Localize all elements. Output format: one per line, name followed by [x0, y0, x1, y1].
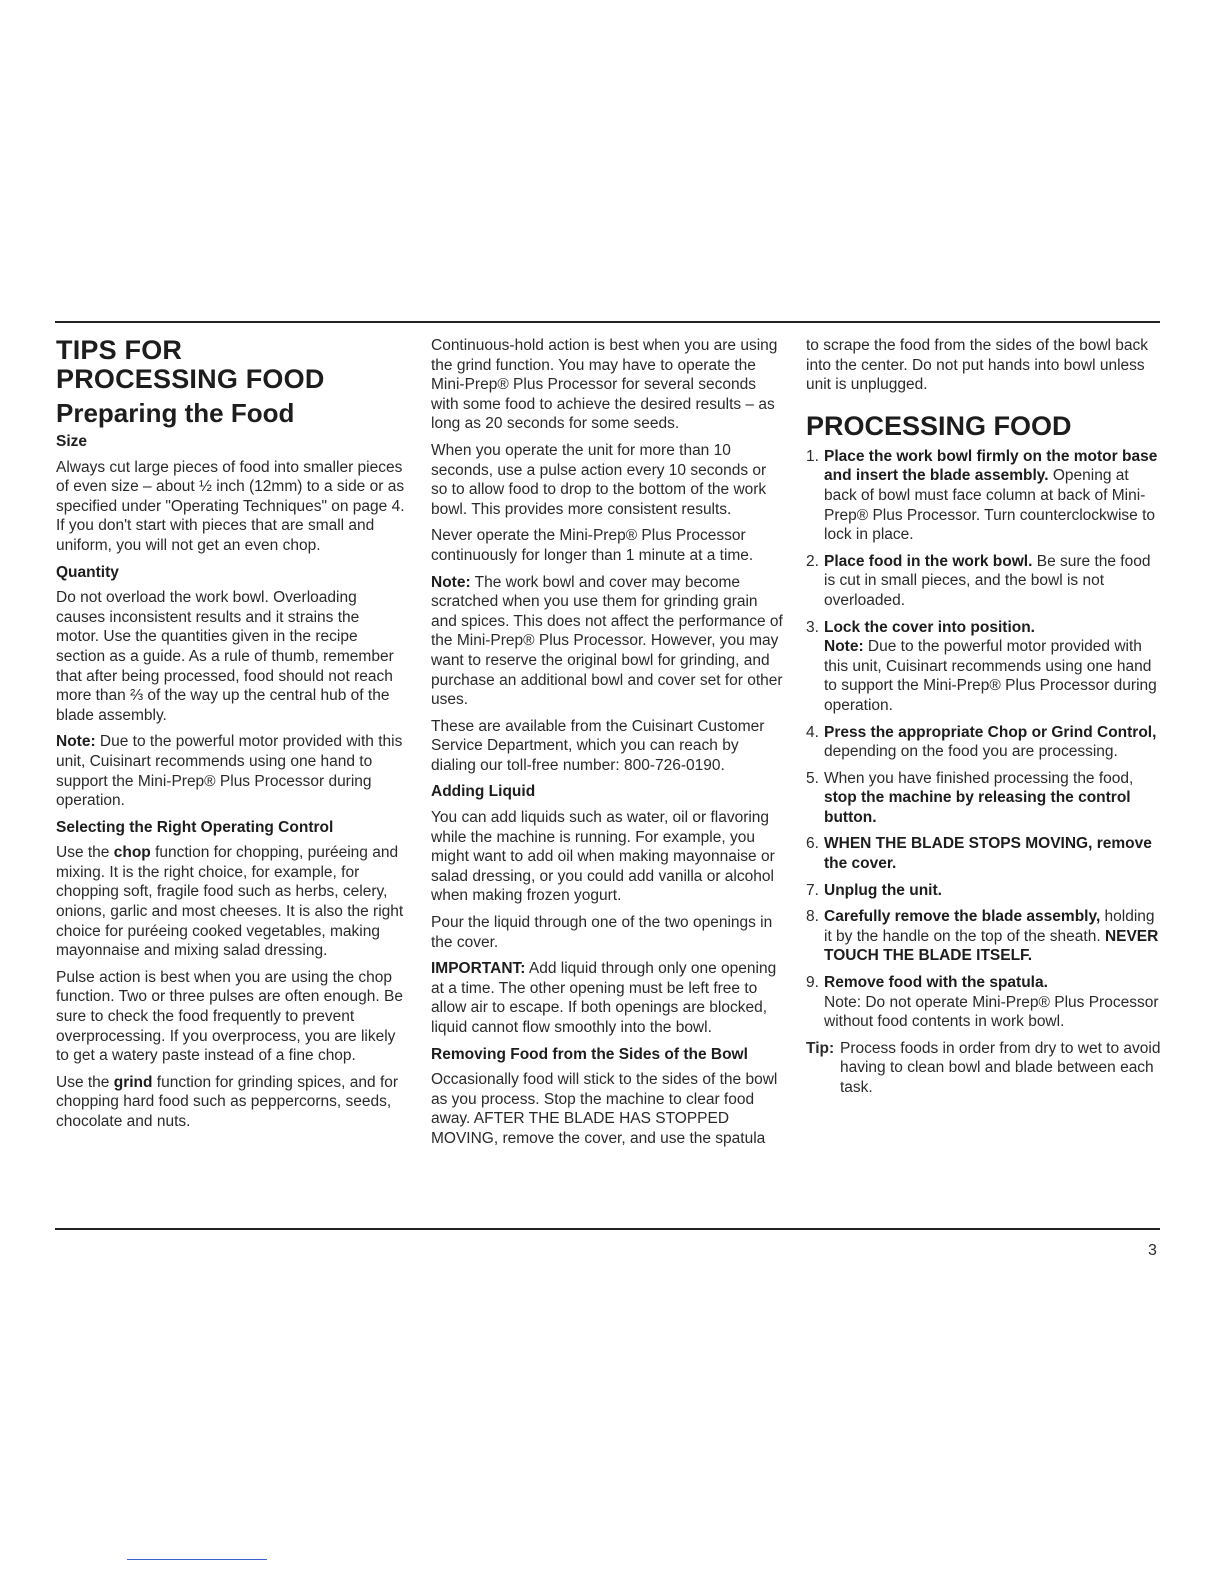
tip-paragraph	[806, 1039, 1161, 1098]
control-heading: Selecting the Right Operating Control	[56, 818, 334, 836]
note-label: Note:	[824, 638, 864, 656]
quantity-text: Do not overload the work bowl. Overloading causes inconsistent results and it strains the motor. Use the quantities given in the recipe section as a guide. As a rule of thumb, remember that after being processed, food should not reach more than ⅔ of the way up the central hub of the blade assembly.	[56, 589, 394, 724]
note-text: Due to the powerful motor provided with this unit, Cuisinart recommends using one hand to support the Mini-Prep® Plus Processor during operation.	[56, 733, 403, 810]
step-2	[806, 552, 1161, 611]
step-number: 9.	[806, 974, 819, 992]
step-1	[806, 447, 1161, 545]
step-instruction: Press the appropriate Chop or Grind Control,	[824, 723, 1157, 741]
pulse-paragraph: Pulse action is best when you are using the chop function. Two or three pulses are often enough. Be sure to check the food frequently to prevent overprocessing. If you overprocess, you are likely to get a watery paste instead of a fine chop.	[56, 968, 403, 1065]
chop-post: function for chopping, puréeing and mixing. It is the right choice, for example, for chopping soft, fragile food such as herbs, celery, onions, garlic and most cheeses. It is also the right choice for puréeing cooked vegetables, making mayonnaise and mixing salad dressing.	[56, 844, 404, 960]
grind-word: grind	[113, 1073, 153, 1091]
note-label: Note:	[431, 573, 471, 591]
step-instruction: WHEN THE BLADE STOPS MOVING, remove the cover.	[824, 835, 1152, 873]
removing-paragraph: Occasionally food will stick to the sides of the bowl as you process. Stop the machine to clear food away. AFTER THE BLADE HAS STOPPED MOVING, remove the cover, and use the spatula	[431, 1071, 778, 1147]
column-3	[806, 336, 1161, 1105]
page-number: 3	[1148, 1242, 1157, 1259]
title-line-1: TIPS FOR	[56, 335, 183, 365]
processing-heading: PROCESSING FOOD	[806, 410, 1072, 441]
quantity-note	[56, 732, 406, 810]
footer-link-underline	[127, 1559, 267, 1560]
step-instruction: Carefully remove the blade assembly,	[824, 908, 1101, 926]
pour-paragraph: Pour the liquid through one of the two openings in the cover.	[431, 914, 773, 951]
step-instruction: Remove food with the spatula.	[824, 974, 1048, 992]
important-label: IMPORTANT:	[431, 960, 526, 978]
important-text: Add liquid through only one opening at a time. The other opening must be left free to allow air to escape. If both openings are blocked, liquid cannot flow smoothly into the bowl.	[431, 960, 777, 1036]
preparing-heading: Preparing the Food	[56, 398, 295, 428]
continued-paragraph: to scrape the food from the sides of the bowl back into the center. Do not put hands into bowl unless unit is unplugged.	[806, 337, 1149, 394]
step-5	[806, 769, 1161, 828]
step-number: 1.	[806, 447, 819, 465]
tip-text: Process foods in order from dry to wet to avoid having to clean bowl and blade between each task.	[840, 1039, 1161, 1096]
top-rule	[55, 321, 1160, 323]
never-paragraph: Never operate the Mini-Prep® Plus Processor continuously for longer than 1 minute at a time.	[431, 527, 754, 564]
important-paragraph	[431, 959, 783, 1037]
step-warning: NEVER TOUCH THE BLADE ITSELF.	[824, 927, 1159, 965]
step-detail: depending on the food you are processing.	[824, 743, 1118, 761]
available-paragraph: These are available from the Cuisinart Customer Service Department, which you can reach by dialing our toll-free number: 800-726-0190.	[431, 717, 765, 774]
liquid-heading: Adding Liquid	[431, 783, 536, 801]
tip-label: Tip:	[806, 1039, 835, 1057]
chop-pre: Use the	[56, 844, 114, 862]
chop-paragraph	[56, 843, 406, 961]
step-number: 3.	[806, 618, 819, 636]
step-4	[806, 723, 1161, 762]
steps-list	[806, 447, 1161, 1032]
step-detail: Note: Do not operate Mini-Prep® Plus Processor without food contents in work bowl.	[824, 993, 1159, 1031]
step-9	[806, 973, 1161, 1032]
removing-heading: Removing Food from the Sides of the Bowl	[431, 1045, 748, 1063]
column-2	[431, 336, 783, 1156]
step-instruction: stop the machine by releasing the control button.	[824, 789, 1131, 826]
liquid-paragraph: You can add liquids such as water, oil or flavoring while the machine is running. For example, you might want to add oil when making mayonnaise or salad dressing, or you could add vanilla or alcohol when making frozen yogurt.	[431, 809, 775, 905]
title-line-2: PROCESSING FOOD	[56, 364, 325, 394]
step-number: 2.	[806, 552, 819, 570]
page-title	[56, 336, 406, 394]
quantity-heading: Quantity	[56, 563, 119, 581]
step-number: 6.	[806, 835, 819, 853]
step-6	[806, 834, 1161, 873]
size-heading: Size	[56, 433, 88, 450]
step-instruction: Lock the cover into position.	[824, 618, 1035, 636]
step-instruction: Place food in the work bowl.	[824, 552, 1033, 570]
step-detail: Be sure the food is cut in small pieces, and the bowl is not overloaded.	[824, 552, 1151, 609]
grind-paragraph	[56, 1073, 406, 1132]
step-instruction: Unplug the unit.	[824, 881, 942, 899]
size-text: Always cut large pieces of food into smaller pieces of even size – about ½ inch (12mm) to a side or as specified under "Operating Techniques" on page 4. If you don't start with pieces that are small and uniform, you will not get an even chop.	[56, 458, 405, 554]
step-detail: holding it by the handle on the top of the sheath.	[824, 908, 1155, 945]
step-detail: Due to the powerful motor provided with this unit, Cuisinart recommends using one hand to support the Mini-Prep® Plus Processor during operation.	[824, 638, 1157, 714]
step-number: 5.	[806, 769, 819, 787]
step-number: 4.	[806, 723, 819, 741]
note-label: Note:	[56, 733, 96, 751]
step-detail: Opening at back of bowl must face column at back of Mini-Prep® Plus Processor. Turn counterclockwise to lock in place.	[824, 467, 1156, 544]
step-number: 7.	[806, 881, 819, 899]
bottom-rule	[55, 1228, 1160, 1230]
column-1	[56, 336, 406, 1139]
continuous-paragraph: Continuous-hold action is best when you are using the grind function. You may have to operate the Mini-Prep® Plus Processor for several seconds with some food to achieve the desired results – as long as 20 seconds for some seeds.	[431, 337, 778, 433]
step-8	[806, 907, 1161, 966]
scratch-note	[431, 573, 783, 710]
grind-pre: Use the	[56, 1073, 114, 1091]
step-3	[806, 618, 1161, 716]
ten-seconds-paragraph: When you operate the unit for more than 10 seconds, use a pulse action every 10 seconds or so to allow food to drop to the bottom of the work bowl. This provides more consistent results.	[431, 441, 767, 518]
step-detail: When you have finished processing the food,	[824, 769, 1134, 787]
grind-post: function for grinding spices, and for chopping hard food such as peppercorns, seeds, chocolate and nuts.	[56, 1073, 399, 1130]
step-number: 8.	[806, 908, 819, 926]
note-text: The work bowl and cover may become scratched when you use them for grinding grain and spices. This does not affect the performance of the Mini-Prep® Plus Processor. However, you may want to reserve the original bowl for grinding, and purchase an additional bowl and cover set for other uses.	[431, 573, 783, 709]
chop-word: chop	[113, 844, 151, 862]
step-7	[806, 881, 1161, 901]
step-instruction: Place the work bowl firmly on the motor base and insert the blade assembly.	[824, 447, 1158, 485]
